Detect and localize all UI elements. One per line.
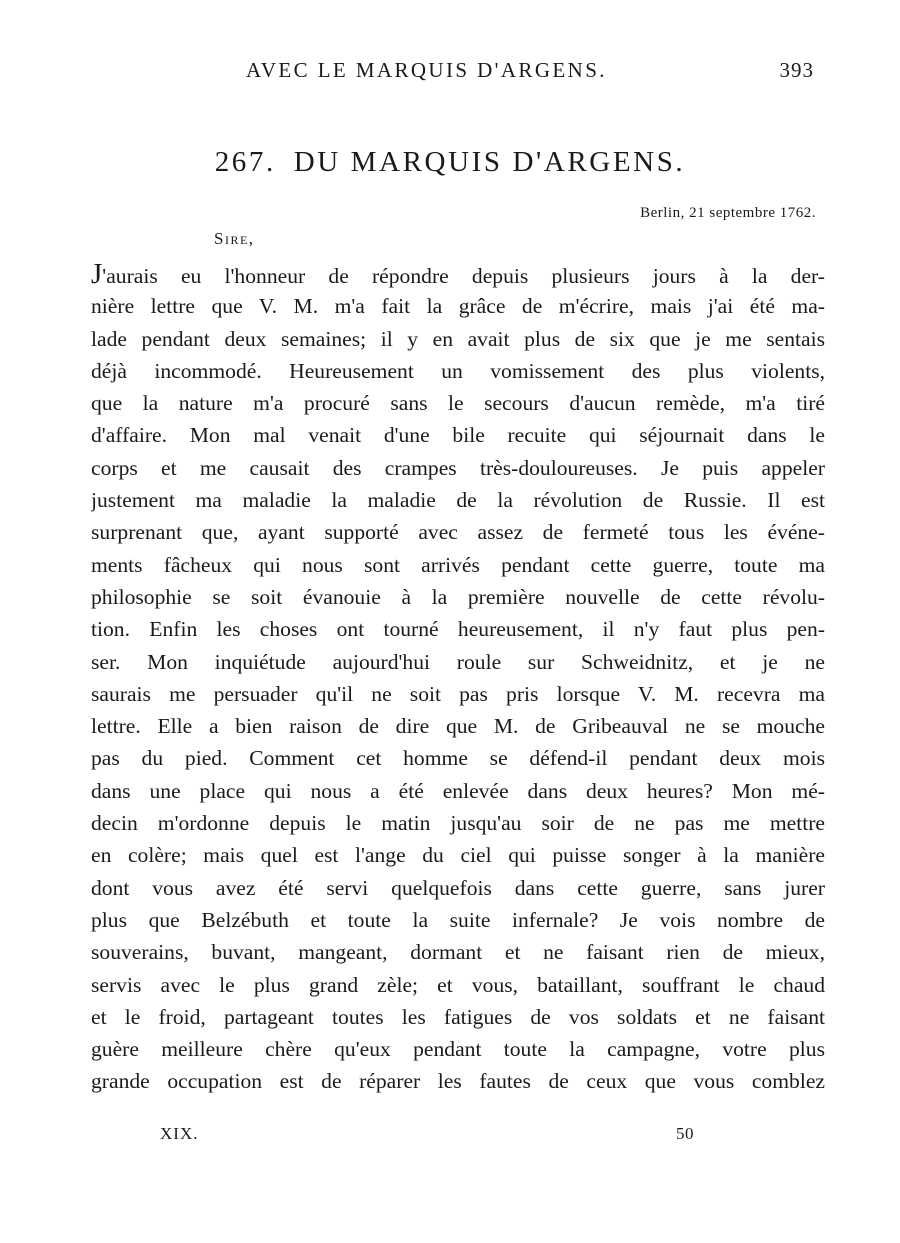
text-line xyxy=(91,775,825,807)
text-line-content: d'affaire. Mon mal venait d'une bile recuite qui séjournait dans le xyxy=(91,423,825,448)
text-line-content: dans une place qui nous a été enlevée dans deux heures? Mon mé- xyxy=(91,778,825,803)
text-line xyxy=(91,936,825,968)
page-number: 393 xyxy=(779,58,814,82)
text-line xyxy=(91,323,825,355)
text-line xyxy=(91,549,825,581)
text-line xyxy=(91,581,825,613)
text-line xyxy=(91,484,825,516)
text-line-content: lade pendant deux semaines; il y en avait plus de six que je me sentais xyxy=(91,326,825,351)
text-line xyxy=(91,710,825,742)
letter-number: 267. xyxy=(214,146,276,178)
letter-heading xyxy=(0,146,900,179)
text-line-content: surprenant que, ayant supporté avec assez de fermeté tous les événe- xyxy=(91,520,825,545)
text-line xyxy=(91,872,825,904)
text-line-content: tion. Enfin les choses ont tourné heureusement, il n'y faut plus pen- xyxy=(91,617,825,642)
text-line-content: justement ma maladie la maladie de la révolution de Russie. Il est xyxy=(91,488,825,513)
letter-title: DU MARQUIS D'ARGENS. xyxy=(293,146,686,178)
text-line xyxy=(91,807,825,839)
text-line-content: plus que Belzébuth et toute la suite infernale? Je vois nombre de xyxy=(91,907,825,932)
page-footer xyxy=(0,1124,900,1148)
text-line-content: servis avec le plus grand zèle; et vous, bataillant, souffrant le chaud xyxy=(91,972,825,997)
text-line xyxy=(91,258,825,290)
text-line-content: souverains, buvant, mangeant, dormant et ne faisant rien de mieux, xyxy=(91,940,825,965)
text-line-content: déjà incommodé. Heureusement un vomissement des plus violents, xyxy=(91,358,825,383)
sheet-number: 50 xyxy=(676,1124,694,1143)
text-line-content: lettre. Elle a bien raison de dire que M. de Gribeauval ne se mouche xyxy=(91,714,825,739)
text-line-content: nière lettre que V. M. m'a fait la grâce de m'écrire, mais j'ai été ma- xyxy=(91,294,825,319)
text-line-content: ments fâcheux qui nous sont arrivés pendant cette guerre, toute ma xyxy=(91,552,825,577)
text-line-content: corps et me causait des crampes très-douloureuses. Je puis appeler xyxy=(91,455,825,480)
text-line xyxy=(91,904,825,936)
text-line xyxy=(91,1001,825,1033)
text-line xyxy=(91,290,825,322)
text-line xyxy=(91,1065,825,1097)
text-line-content: decin m'ordonne depuis le matin jusqu'au soir de ne pas me mettre xyxy=(91,811,825,836)
text-line xyxy=(91,646,825,678)
text-line-content: ser. Mon inquiétude aujourd'hui roule sur Schweidnitz, et je ne xyxy=(91,649,825,674)
text-line xyxy=(91,355,825,387)
text-line xyxy=(91,387,825,419)
text-line xyxy=(91,678,825,710)
running-title: AVEC LE MARQUIS D'ARGENS. xyxy=(246,58,607,82)
text-line xyxy=(91,969,825,1001)
text-line xyxy=(91,742,825,774)
text-line-content: en colère; mais quel est l'ange du ciel qui puisse songer à la manière xyxy=(91,843,825,868)
text-line-content: saurais me persuader qu'il ne soit pas pris lorsque V. M. recevra ma xyxy=(91,681,825,706)
text-line xyxy=(91,613,825,645)
text-line-content: guère meilleure chère qu'eux pendant toute la campagne, votre plus xyxy=(91,1037,825,1062)
text-line-content: et le froid, partageant toutes les fatigues de vos soldats et ne faisant xyxy=(91,1004,825,1029)
running-head xyxy=(0,58,900,88)
dateline: Berlin, 21 septembre 1762. xyxy=(640,205,816,221)
salutation: Sire, xyxy=(214,229,255,248)
text-line xyxy=(91,452,825,484)
text-line-content: grande occupation est de réparer les fautes de ceux que vous comblez xyxy=(91,1069,825,1094)
text-line xyxy=(91,1033,825,1065)
text-line-content: dont vous avez été servi quelquefois dans cette guerre, sans jurer xyxy=(91,875,825,900)
text-line xyxy=(91,839,825,871)
text-line-content: que la nature m'a procuré sans le secours d'aucun remède, m'a tiré xyxy=(91,391,825,416)
text-line-content: philosophie se soit évanouie à la première nouvelle de cette révolu- xyxy=(91,584,825,609)
text-line xyxy=(91,516,825,548)
text-line xyxy=(91,419,825,451)
text-line-content: pas du pied. Comment cet homme se défend-il pendant deux mois xyxy=(91,746,825,771)
letter-body xyxy=(91,258,825,1098)
signature-mark: XIX. xyxy=(160,1124,199,1143)
text-line-content: 'aurais eu l'honneur de répondre depuis plusieurs jours à la der- xyxy=(102,264,825,288)
drop-cap: J xyxy=(91,258,103,290)
